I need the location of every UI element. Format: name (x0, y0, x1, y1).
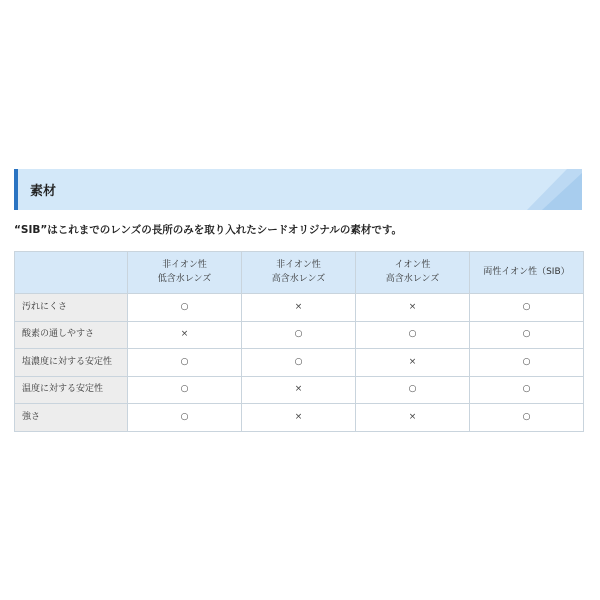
table-corner-cell (15, 252, 128, 294)
table-cell: × (242, 376, 356, 404)
table-row (15, 294, 584, 322)
header-decoration (432, 169, 582, 210)
table-header-row (15, 252, 584, 294)
column-header-line1: 非イオン性 (276, 260, 321, 270)
column-header-line1: 両性イオン性（SIB） (483, 266, 570, 277)
column-header (242, 252, 356, 294)
table-cell: ○ (128, 349, 242, 377)
table-cell: × (128, 321, 242, 349)
row-label: 温度に対する安定性 (15, 376, 128, 404)
section-title: 素材 (30, 184, 57, 199)
row-label: 塩濃度に対する安定性 (15, 349, 128, 377)
column-header (356, 252, 470, 294)
table-row (15, 321, 584, 349)
material-comparison-table (14, 251, 584, 432)
row-label: 汚れにくさ (15, 294, 128, 322)
table-row (15, 349, 584, 377)
column-header-line1: 非イオン性 (162, 260, 207, 270)
table-cell: × (356, 404, 470, 432)
column-header-line2: 高含水レンズ (271, 273, 326, 284)
row-label: 酸素の通しやすさ (15, 321, 128, 349)
table-cell: ○ (470, 321, 584, 349)
table-cell: ○ (470, 294, 584, 322)
table-cell: × (242, 404, 356, 432)
table-cell: ○ (128, 404, 242, 432)
row-label: 強さ (15, 404, 128, 432)
table-cell: ○ (128, 294, 242, 322)
table-cell: ○ (242, 321, 356, 349)
table-cell: × (356, 294, 470, 322)
table-cell: ○ (470, 349, 584, 377)
table-row (15, 376, 584, 404)
column-header-line1: イオン性 (394, 260, 431, 270)
section-header (14, 169, 582, 210)
column-header-line2: 低含水レンズ (157, 273, 212, 284)
column-header (128, 252, 242, 294)
column-header (470, 252, 584, 294)
table-cell: ○ (470, 404, 584, 432)
column-header-line2: 高含水レンズ (385, 273, 440, 284)
table-cell: × (356, 349, 470, 377)
intro-text: “SIB”はこれまでのレンズの長所のみを取り入れたシードオリジナルの素材です。 (14, 224, 403, 236)
table-cell: ○ (242, 349, 356, 377)
table-cell: ○ (356, 321, 470, 349)
table-cell: ○ (128, 376, 242, 404)
table-cell: ○ (470, 376, 584, 404)
table-cell: ○ (356, 376, 470, 404)
table-cell: × (242, 294, 356, 322)
table-row (15, 404, 584, 432)
